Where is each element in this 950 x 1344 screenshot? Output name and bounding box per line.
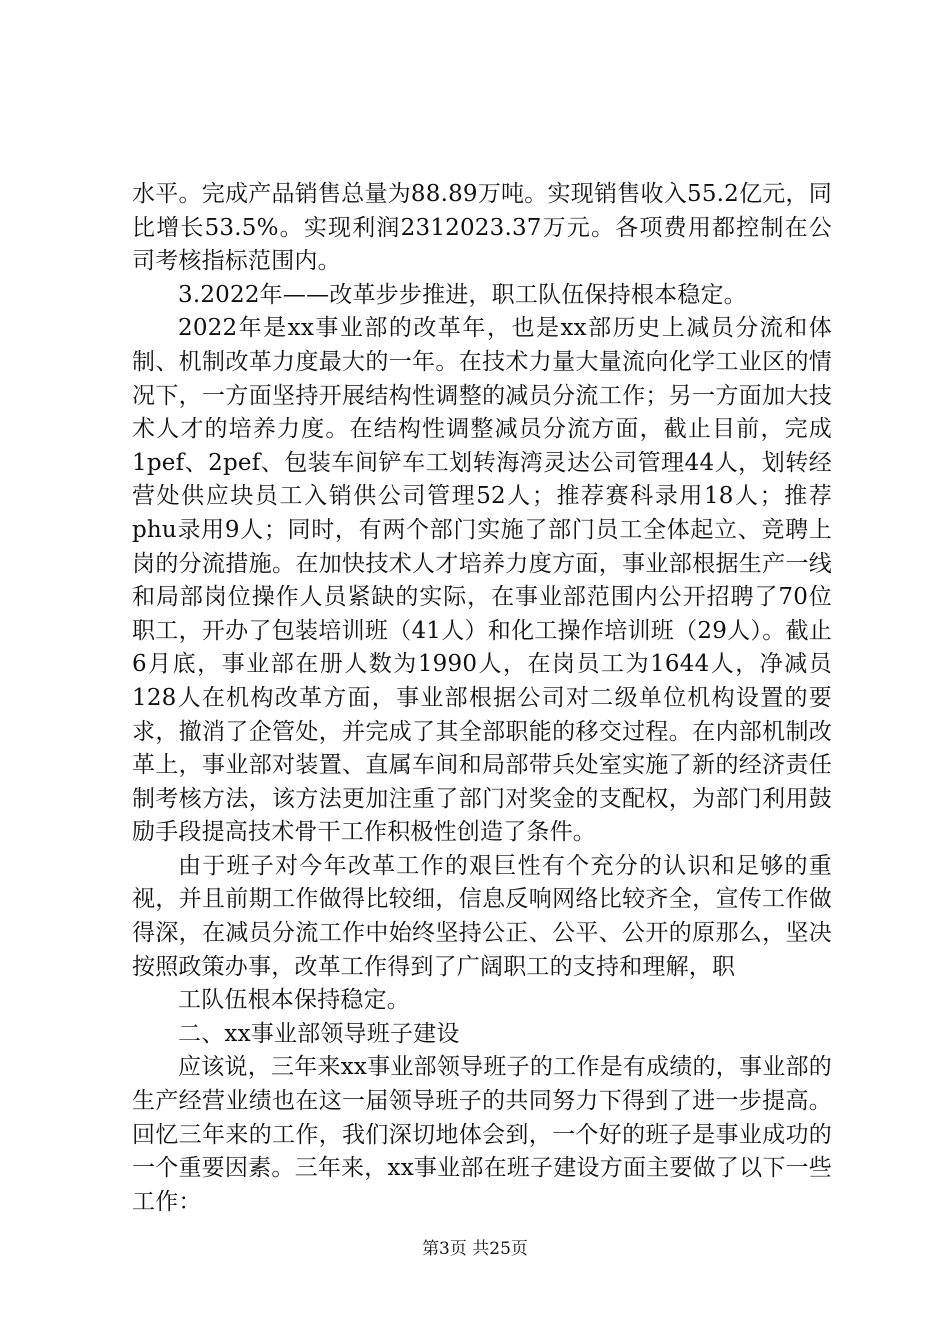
paragraph-5: 工队伍根本保持稳定。 xyxy=(178,987,410,1014)
paragraph-3: 2022年是xx事业部的改革年，也是xx部历史上减员分流和体制、机制改革力度最大的一年。在技术力量大量流向化学工业区的情况下，一方面坚持开展结构性调整的减员分流工作；另一方面加大技术人才的培养力度。在结构性调整减员分流方面，截止目前，完成1pef、2pef、包装车间铲车工划转海湾灵达公司管理44人，划转经营处供应块员工入销供公司管理52人；推荐赛科录用18人；推荐phu录用9人；同时，有两个部门实施了部门员工全体起立、竞聘上岗的分流措施。在加快技术人才培养力度方面，事业部根据生产一线和局部岗位操作人员紧缺的实际，在事业部范围内公开招聘了70位职工，开办了包装培训班（41人）和化工操作培训班（29人）。截止6月底，事业部在册人数为1990人，在岗员工为1644人，净减员128人在机构改革方面，事业部根据公司对二级单位机构设置的要求，撤消了企管处，并完成了其全部职能的移交过程。在内部机制改革上，事业部对装置、直属车间和局部带兵处室实施了新的经济责任制考核方法，该方法更加注重了部门对奖金的支配权，为部门利用鼓励手段提高技术骨干工作积极性创造了条件。 xyxy=(132,315,832,846)
page-number-footer: 第3页 共25页 xyxy=(422,1239,528,1259)
document-body xyxy=(132,178,832,1219)
paragraph-7: 应该说，三年来xx事业部领导班子的工作是有成绩的，事业部的生产经营业绩也在这一届领导班子的共同努力下得到了进一步提高。回忆三年来的工作，我们深切地体会到，一个好的班子是事业成功的一个重要因素。三年来，xx事业部在班子建设方面主要做了以下一些工作： xyxy=(132,1054,832,1215)
paragraph-1: 水平。完成产品销售总量为88.89万吨。实现销售收入55.2亿元，同比增长53.5%。实现利润2312023.37万元。各项费用都控制在公司考核指标范围内。 xyxy=(132,181,832,275)
paragraph-2: 3.2022年——改革步步推进，职工队伍保持根本稳定。 xyxy=(178,281,747,308)
section-heading: 二、xx事业部领导班子建设 xyxy=(178,1020,460,1047)
paragraph-4: 由于班子对今年改革工作的艰巨性有个充分的认识和足够的重视，并且前期工作做得比较细，信息反响网络比较齐全，宣传工作做得深，在减员分流工作中始终坚持公正、公平、公开的原那么，坚决按照政策办事，改革工作得到了广阔职工的支持和理解，职 xyxy=(132,852,832,980)
